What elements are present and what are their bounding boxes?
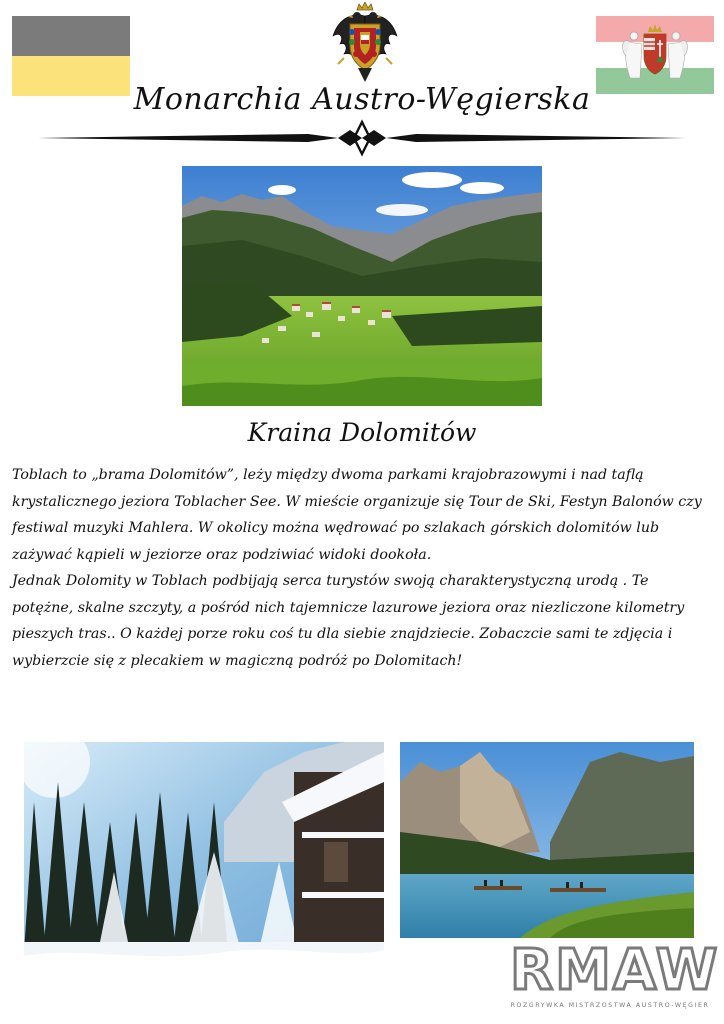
dolomites-valley-photo [182,166,542,406]
angels-supporting-crest-icon [622,22,688,88]
logo-wordmark: RMAW [510,938,720,1003]
mountain-lake-photo [400,742,694,938]
article-paragraph-1: Toblach to „brama Dolomitów”, leży między dwoma parkami krajobrazowymi i nad taflą krystalicznego jeziora Toblacher See. W mieście organizuje się Tour de Ski, Festyn Balonów czy festiwal muzyki Mahlera. W okolicy można wędrować po szlakach górskich dolomitów lub zażywać kąpieli w jeziorze oraz podziwiać widoki dookoła. [12,467,702,563]
section-heading: Kraina Dolomitów [247,418,477,447]
rmaw-logo [510,938,720,1016]
winter-forest-photo [24,742,384,984]
left-flag-grey-band [12,16,130,56]
article-body [12,462,712,674]
ornamental-divider [38,118,686,158]
article-paragraph-2: Jednak Dolomity w Toblach podbijają serca turystów swoją charakterystyczną urodą . Te potężne, skalne szczyty, a pośród nich tajemnicze lazurowe jeziora oraz niezliczone kilometry pieszych tras.. O każdej porze roku coś tu dla siebie znajdziecie. Zobaczcie sami te zdjęcia i wybierzcie się z plecakiem w magiczną podróż po Dolomitach! [12,573,685,669]
masthead-title: Monarchia Austro-Węgierska [133,82,591,117]
logo-tagline: ROZGRYWKA MISTRZOSTWA AUSTRO-WĘGIER [510,1002,710,1009]
double-headed-eagle-coat-of-arms-icon [330,2,400,84]
